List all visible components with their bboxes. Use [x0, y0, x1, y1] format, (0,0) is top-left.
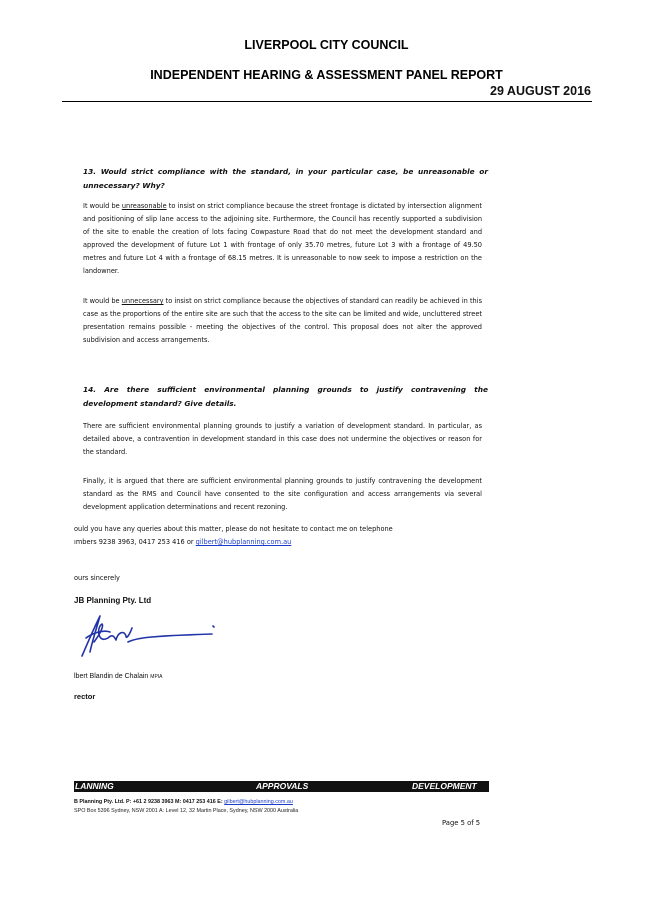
closing-company: JB Planning Pty. Ltd: [74, 596, 152, 605]
signatory-name-text: lbert Blandin de Chalain: [74, 673, 149, 680]
footer-email-link[interactable]: gilbert@hubplanning.com.au: [224, 799, 293, 805]
footer-address-line: SPO Box 5396 Sydney, NSW 2001 A: Level 12, 32 Martin Place, Sydney, NSW 2000 Australia: [74, 808, 299, 814]
footer-contact-text: B Planning Pty. Ltd. P: +61 2 9238 3963 M: 0417 253 416 E:: [74, 799, 225, 805]
contact-line-2: [74, 536, 291, 549]
council-title: LIVERPOOL CITY COUNCIL: [244, 38, 409, 52]
question-14: 14. Are there sufficient environmental planning grounds to justify contravening the development standard? Give details.: [83, 385, 488, 408]
contact-email-link[interactable]: gilbert@hubplanning.com.au: [195, 538, 292, 546]
q13-p2-body: to insist on strict compliance because the objectives of standard can readily be achieved in this case as the proportions of the entire site are such that the access to the site can be limited and wide, uncluttered street presentation remains possible - meeting the objectives of the control. This proposal does not alter the approved subdivision and access arrangements.: [83, 297, 483, 345]
q14-paragraph-1: There are sufficient environmental planning grounds to justify a variation of development standard. In particular, as detailed above, a contravention in development standard in this case does not undermine the objectives or reason for the standard.: [83, 422, 482, 457]
signature-image: [74, 612, 224, 660]
q14-paragraph-2: Finally, it is argued that there are sufficient environmental planning grounds to justify contravening the development standard as the RMS and Council have consented to the site configuration and access arrangements via several development application determinations and recent rezoning.: [83, 477, 482, 512]
report-date: 29 AUGUST 2016: [490, 84, 591, 98]
contact-phone: ımbers 9238 3963, 0417 253 416 or: [74, 538, 196, 546]
q13-p2-underlined: unnecessary: [121, 297, 164, 305]
signatory-title: rector: [74, 692, 96, 701]
band-word-3: DEVELOPMENT: [412, 781, 477, 791]
question-13: 13. Would strict compliance with the standard, in your particular case, be unreasonable or unnecessary? Why?: [83, 167, 488, 190]
closing-sincerely: ours sincerely: [74, 574, 120, 582]
footer-contact-line: [74, 799, 293, 805]
header-rule: [62, 101, 592, 102]
q13-p1-lead: It would be: [83, 202, 122, 210]
signatory-credential: MPIA: [150, 674, 163, 680]
q13-p2-lead: It would be: [83, 297, 122, 305]
q13-paragraph-1: [83, 200, 482, 279]
report-title: INDEPENDENT HEARING & ASSESSMENT PANEL REPORT: [150, 68, 503, 82]
q13-p1-underlined: unreasonable: [121, 202, 167, 210]
q13-paragraph-2: [83, 295, 482, 347]
contact-line-1: ould you have any queries about this matter, please do not hesitate to contact me on telephone: [74, 525, 393, 533]
footer-band: [74, 781, 489, 792]
page-number: Page 5 of 5: [442, 819, 481, 827]
q13-p1-body: to insist on strict compliance because the street frontage is dictated by intersection alignment and positioning of slip lane access to the adjoining site. Furthermore, the Council has recently supported a subdivision of the site to enable the creation of lots facing Cowpasture Road that do not meet the development standard and approved the development of future Lot 1 with frontage of only 35.70 metres, future Lot 3 with a frontage of 49.50 metres and future Lot 4 with a frontage of 68.15 metres. It is unreasonable to now seek to impose a restriction on the landowner.: [83, 202, 482, 276]
signatory-name: [74, 673, 163, 680]
band-word-1: LANNING: [75, 781, 114, 791]
band-word-2: APPROVALS: [256, 781, 309, 791]
